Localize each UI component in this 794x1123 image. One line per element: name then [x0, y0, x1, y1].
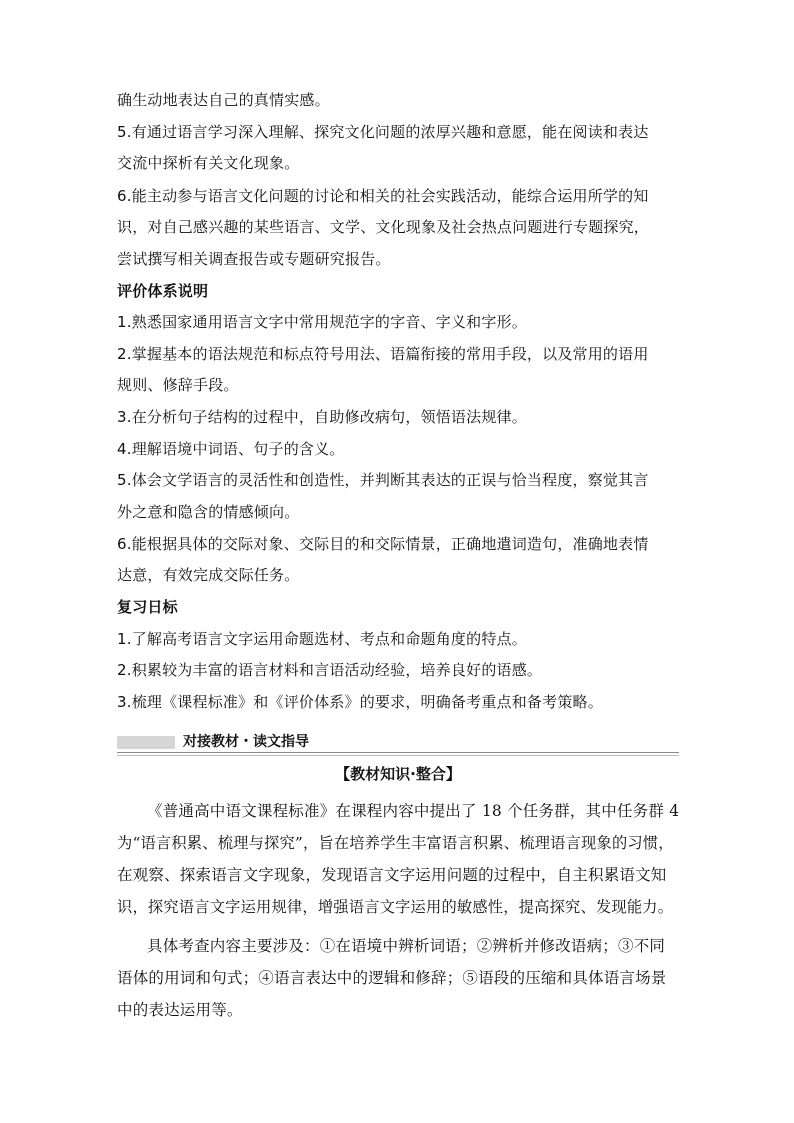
text-line: 3.梳理《课程标准》和《评价体系》的要求，明确备考重点和备考策略。 — [117, 693, 603, 711]
text-line: 规则、修辞手段。 — [117, 376, 239, 394]
paragraph-line: 具体考查内容主要涉及：①在语境中辨析词语；②辨析并修改语病；③不同 — [147, 937, 666, 955]
text-line: 4.理解语境中词语、句子的含义。 — [117, 440, 345, 458]
text-line: 2.掌握基本的语法规范和标点符号用法、语篇衔接的常用手段，以及常用的语用 — [117, 345, 649, 363]
paragraph-line: 为“语言积累、梳理与探究”，旨在培养学生丰富语言积累、梳理语言现象的习惯， — [117, 834, 674, 852]
paragraph-line: 语体的用词和句式；④语言表达中的逻辑和修辞；⑤语段的压缩和具体语言场景 — [117, 969, 667, 987]
text-line: 外之意和隐含的情感倾向。 — [117, 503, 300, 521]
text-line: 尝试撰写相关调查报告或专题研究报告。 — [117, 250, 391, 268]
divider — [117, 752, 679, 753]
text-line: 1.了解高考语言文字运用命题选材、考点和命题角度的特点。 — [117, 630, 527, 648]
paragraph-line: 识，探究语言文字运用规律，增强语言文字运用的敏感性，提高探究、发现能力。 — [117, 898, 674, 916]
text-line: 交流中探析有关文化现象。 — [117, 154, 300, 172]
heading-evaluation-system: 评价体系说明 — [117, 282, 209, 300]
paragraph-line: 《普通高中语文课程标准》在课程内容中提出了 18 个任务群，其中任务群 4 — [147, 802, 680, 820]
text-line: 3.在分析句子结构的过程中，自助修改病句，领悟语法规律。 — [117, 408, 527, 426]
heading-review-goals: 复习日标 — [117, 598, 178, 616]
divider — [117, 755, 679, 756]
text-line: 2.积累较为丰富的语言材料和言语活动经验，培养良好的语感。 — [117, 661, 543, 679]
banner-bar — [117, 736, 175, 749]
text-line: 5.有通过语言学习深入理解、探究文化问题的浓厚兴趣和意愿，能在阅读和表达 — [117, 123, 649, 141]
text-line: 确生动地表达自己的真情实感。 — [117, 91, 330, 109]
text-line: 5.体会文学语言的灵活性和创造性，并判断其表达的正误与恰当程度，察觉其言 — [117, 471, 649, 489]
text-line: 达意，有效完成交际任务。 — [117, 566, 300, 584]
paragraph-line: 中的表达运用等。 — [117, 1001, 243, 1019]
text-line: 1.熟悉国家通用语言文字中常用规范字的字音、字义和字形。 — [117, 313, 527, 331]
text-line: 6.能根据具体的交际对象、交际目的和交际情景，正确地遣词造句，准确地表情 — [117, 535, 649, 553]
section-title: 【教材知识·整合】 — [335, 765, 461, 783]
text-line: 6.能主动参与语言文化问题的讨论和相关的社会实践活动，能综合运用所学的知 — [117, 187, 649, 205]
banner-title: 对接教材・读文指导 — [183, 734, 309, 750]
paragraph-line: 在观察、探索语言文字现象，发现语言文字运用问题的过程中，自主积累语文知 — [117, 866, 667, 884]
text-line: 识，对自己感兴趣的某些语言、文学、文化现象及社会热点问题进行专题探究， — [117, 218, 650, 236]
section-banner — [117, 732, 679, 754]
